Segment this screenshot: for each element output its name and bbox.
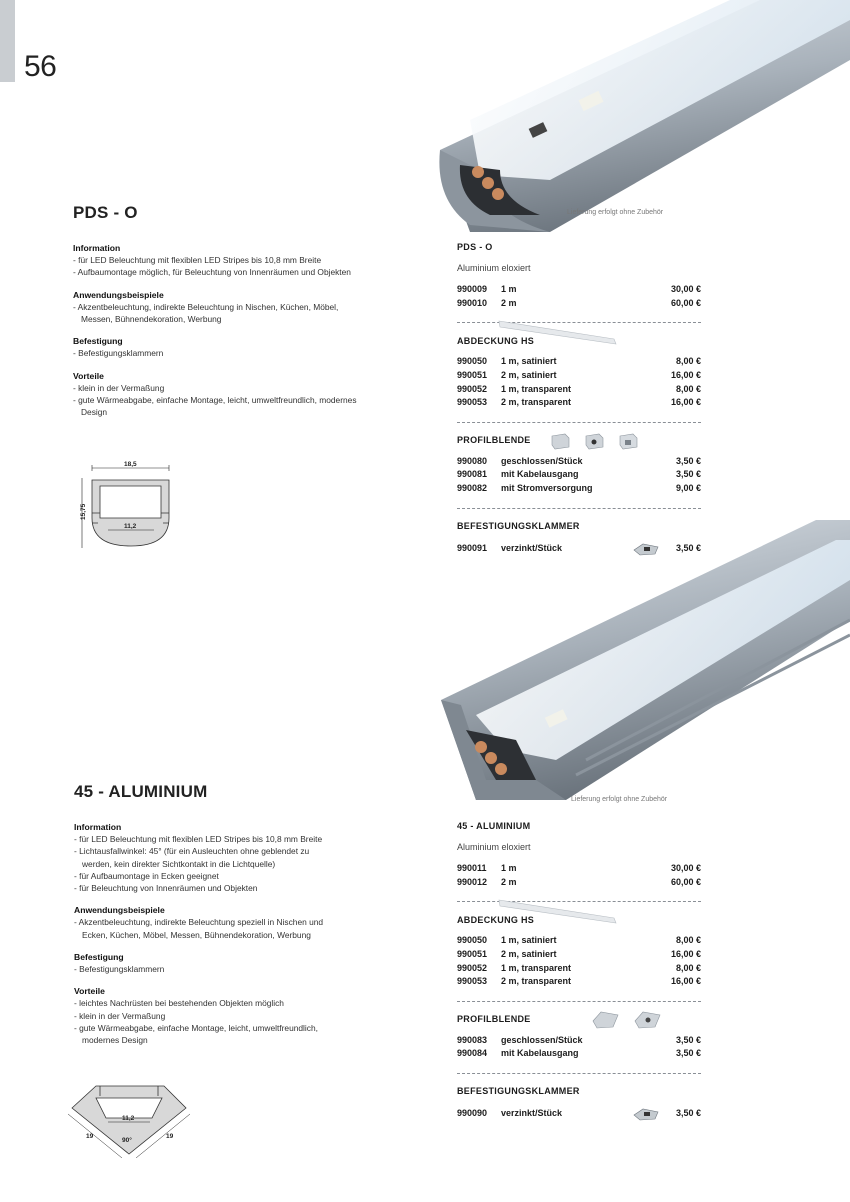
article-code: 990050 [457, 935, 488, 946]
cover-group-header [457, 333, 701, 349]
pds-o-cross-section-drawing [74, 458, 174, 558]
article-code: 990009 [457, 284, 488, 295]
pds-o-photo-caption: Lieferung erfolgt ohne Zubehör [567, 209, 664, 216]
article-label: verzinkt/Stück [501, 542, 563, 553]
article-code: 990083 [457, 1034, 488, 1045]
clip-title: BEFESTIGUNGSKLAMMER [457, 520, 580, 531]
benefits-item: - gute Wärmeabgabe, einfache Montage, leicht, umweltfreundlich, modernes Design [73, 395, 357, 418]
usage-heading: Anwendungsbeispiele [74, 905, 165, 916]
article-code: 990090 [457, 1108, 488, 1119]
endcap-cable-outlet-icon [633, 1009, 663, 1031]
endcap-group-header [457, 1012, 701, 1028]
benefits-item: - leichtes Nachrüsten bei bestehenden Objekten möglich [74, 998, 284, 1009]
article-label: mit Kabelausgang [501, 469, 579, 480]
mount-item: - Befestigungsklammern [73, 348, 164, 359]
price-row [457, 369, 701, 383]
article-price: 3,50 € [675, 455, 701, 466]
information-item: - Lichtausfallwinkel: 45° (für ein Ausleuchten ohne geblendet zu werden, kein direkter Sichtkontakt in die Lichtquelle) [74, 846, 310, 869]
article-label: geschlossen/Stück [501, 1034, 583, 1045]
article-price: 8,00 € [675, 962, 701, 973]
aluminium-45-cross-section-drawing [64, 1078, 194, 1158]
endcap-title: PROFILBLENDE [457, 434, 531, 445]
aluminium-45-title: 45 - ALUMINIUM [74, 782, 208, 801]
mount-heading: Befestigung [73, 336, 123, 347]
price-row [457, 948, 701, 962]
cover-title: ABDECKUNG HS [457, 335, 535, 346]
benefits-item: - klein in der Vermaßung [74, 1010, 166, 1021]
information-item: - Aufbaumontage möglich, für Beleuchtung von Innenräumen und Objekten [73, 267, 351, 278]
article-code: 990012 [457, 876, 488, 887]
article-price: 16,00 € [670, 976, 701, 987]
price-row [457, 1106, 701, 1122]
article-label: geschlossen/Stück [501, 455, 583, 466]
clip-title: BEFESTIGUNGSKLAMMER [457, 1086, 580, 1097]
information-heading: Information [74, 822, 122, 832]
article-label: 1 m, satiniert [501, 356, 557, 367]
article-code: 990051 [457, 369, 488, 380]
usage-heading: Anwendungsbeispiele [73, 289, 164, 300]
article-price: 8,00 € [675, 935, 701, 946]
pds-o-product-photo [430, 0, 850, 232]
dashed-divider [457, 422, 701, 423]
usage-item: - Akzentbeleuchtung, indirekte Beleuchtung speziell in Nischen und Ecken, Küchen, Möbel, Messen, Bühnendekoration, Werbung [74, 917, 324, 940]
aluminium-45-side-right-label: 19 [166, 1133, 174, 1140]
article-price: 30,00 € [670, 863, 701, 874]
article-label: 2 m, transparent [501, 397, 572, 408]
article-price: 30,00 € [670, 284, 701, 295]
article-label: 1 m, transparent [501, 383, 572, 394]
article-code: 990053 [457, 976, 488, 987]
price-row [457, 862, 701, 876]
information-heading: Information [73, 243, 121, 253]
article-label: 1 m [501, 863, 517, 874]
article-code: 990052 [457, 962, 488, 973]
article-code: 990010 [457, 297, 488, 308]
pds-o-width-label: 18,5 [124, 461, 137, 468]
price-row [457, 383, 701, 397]
pds-o-title: PDS - O [73, 203, 138, 222]
endcap-closed-icon [591, 1009, 621, 1031]
endcap-closed-icon [549, 432, 571, 450]
article-price: 60,00 € [670, 297, 701, 308]
dashed-divider [457, 1073, 701, 1074]
price-row [457, 934, 701, 948]
article-price: 8,00 € [675, 383, 701, 394]
article-code: 990050 [457, 356, 488, 367]
article-label: verzinkt/Stück [501, 1108, 563, 1119]
price-row [457, 468, 701, 482]
price-row [457, 297, 701, 311]
aluminium-45-photo-caption: Lieferung erfolgt ohne Zubehör [571, 796, 668, 803]
price-row [457, 482, 701, 496]
price-row [457, 355, 701, 369]
aluminium-45-order-list [457, 820, 701, 1122]
price-row [457, 876, 701, 890]
article-price: 16,00 € [670, 948, 701, 959]
endcap-title: PROFILBLENDE [457, 1013, 531, 1024]
price-row [457, 975, 701, 989]
aluminium-45-inner-label: 11,2 [122, 1115, 135, 1122]
article-code: 990080 [457, 455, 488, 466]
page-number: 56 [24, 50, 57, 83]
article-price: 16,00 € [670, 397, 701, 408]
article-code: 990081 [457, 469, 488, 480]
endcap-group-header [457, 433, 701, 449]
article-price: 9,00 € [675, 482, 701, 493]
page-tab-marker [0, 0, 15, 82]
aluminium-45-product-photo [436, 500, 850, 800]
mounting-clip-icon [631, 1106, 661, 1122]
article-label: 2 m, satiniert [501, 948, 557, 959]
article-code: 990084 [457, 1048, 488, 1059]
article-label: 1 m, transparent [501, 962, 572, 973]
information-item: - für Beleuchtung von Innenräumen und Objekten [74, 883, 258, 894]
article-code: 990053 [457, 397, 488, 408]
clip-group-header [457, 1084, 701, 1100]
price-row [457, 1034, 701, 1048]
cover-strip-icon [494, 317, 624, 347]
article-code: 990052 [457, 383, 488, 394]
information-item: - für LED Beleuchtung mit flexiblen LED Stripes bis 10,8 mm Breite [74, 834, 323, 845]
price-row [457, 962, 701, 976]
order-title: 45 - ALUMINIUM [457, 821, 531, 831]
benefits-heading: Vorteile [74, 986, 105, 997]
article-label: 2 m [501, 876, 517, 887]
aluminium-45-angle-label: 90° [122, 1137, 132, 1144]
price-row [457, 455, 701, 469]
article-label: 2 m, transparent [501, 976, 572, 987]
cover-strip-icon [494, 896, 624, 926]
aluminium-45-side-left-label: 19 [86, 1133, 94, 1140]
article-label: 1 m [501, 284, 517, 295]
article-price: 3,50 € [675, 469, 701, 480]
article-code: 990082 [457, 482, 488, 493]
endcap-cable-outlet-icon [583, 432, 605, 450]
benefits-item: - gute Wärmeabgabe, einfache Montage, leicht, umweltfreundlich, modernes Design [74, 1022, 318, 1046]
article-label: mit Stromversorgung [501, 482, 593, 493]
cover-title: ABDECKUNG HS [457, 914, 535, 925]
price-row [457, 396, 701, 410]
cover-group-header [457, 912, 701, 928]
information-item: - für LED Beleuchtung mit flexiblen LED Stripes bis 10,8 mm Breite [73, 255, 322, 266]
order-title: PDS - O [457, 242, 493, 252]
article-label: 1 m, satiniert [501, 935, 557, 946]
pds-o-inner-label: 11,2 [124, 523, 137, 530]
price-row [457, 1047, 701, 1061]
article-price: 16,00 € [670, 369, 701, 380]
aluminium-45-description [74, 821, 336, 1046]
usage-item: - Akzentbeleuchtung, indirekte Beleuchtung in Nischen, Küchen, Möbel, Messen, Bühnendekoration, Werbung [73, 301, 339, 325]
article-price: 60,00 € [670, 876, 701, 887]
article-price: 8,00 € [675, 356, 701, 367]
benefits-heading: Vorteile [73, 370, 104, 381]
article-code: 990091 [457, 542, 488, 553]
mount-heading: Befestigung [74, 951, 124, 962]
information-item: - für Aufbaumontage in Ecken geeignet [74, 870, 219, 881]
article-code: 990051 [457, 948, 488, 959]
price-row [457, 283, 701, 297]
mount-item: - Befestigungsklammern [74, 964, 165, 975]
benefits-item: - klein in der Vermaßung [73, 382, 165, 393]
article-price: 3,50 € [675, 1034, 701, 1045]
article-price: 3,50 € [675, 1048, 701, 1059]
article-price: 3,50 € [675, 542, 701, 553]
dashed-divider [457, 1001, 701, 1002]
pds-o-height-label: 15,75 [80, 503, 87, 520]
pds-o-description [73, 242, 363, 418]
article-label: 2 m, satiniert [501, 369, 557, 380]
article-code: 990011 [457, 863, 487, 874]
endcap-power-supply-icon [617, 432, 639, 450]
article-price: 3,50 € [675, 1108, 701, 1119]
article-label: mit Kabelausgang [501, 1048, 579, 1059]
article-label: 2 m [501, 297, 517, 308]
order-subtitle: Aluminium eloxiert [457, 262, 531, 273]
order-subtitle: Aluminium eloxiert [457, 841, 531, 852]
